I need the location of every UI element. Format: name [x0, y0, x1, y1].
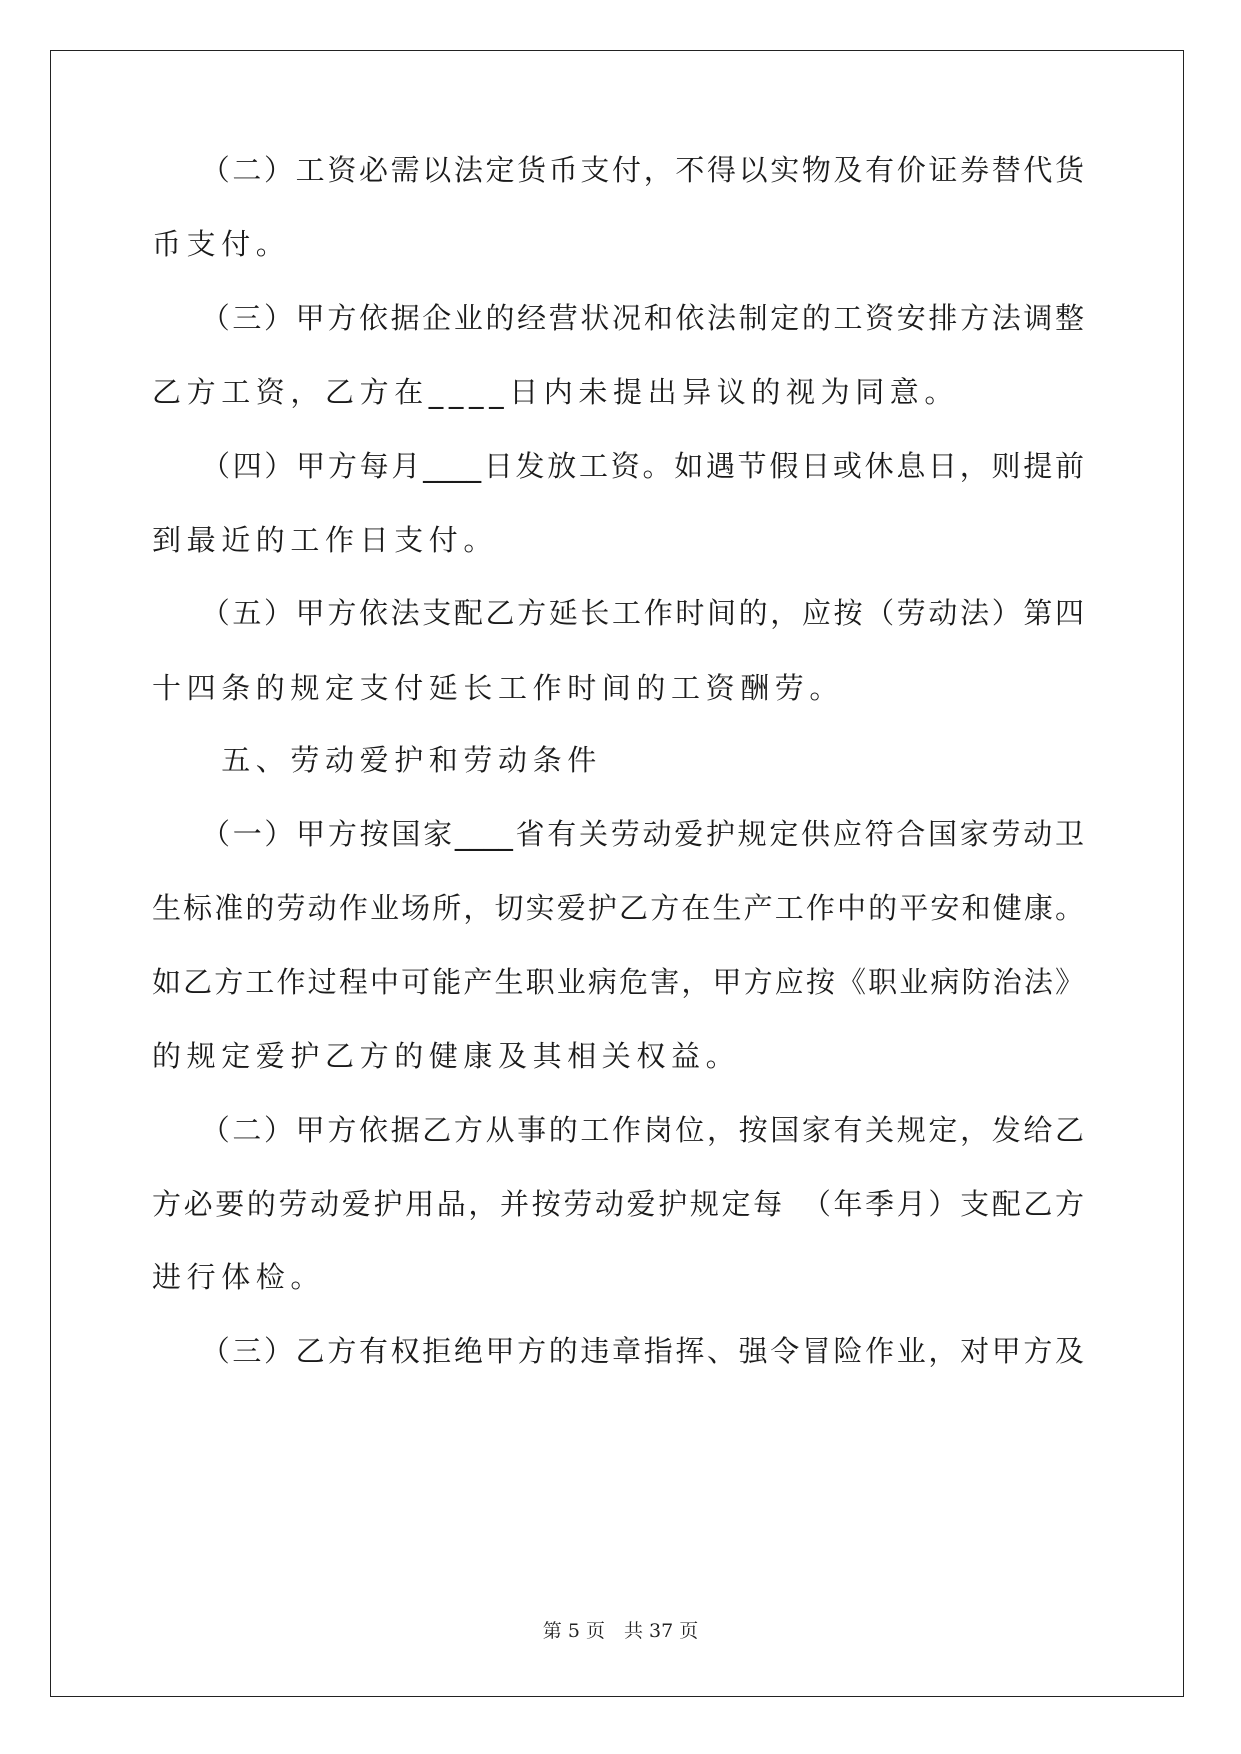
- text-line: 十四条的规定支付延长工作时间的工资酬劳。: [152, 671, 845, 705]
- text-line: （四）甲方每月____日发放工资。如遇节假日或休息日，则提前: [152, 449, 1084, 483]
- text-line: （二）工资必需以法定货币支付，不得以实物及有价证券替代货: [152, 153, 1084, 187]
- section-heading: 五、劳动爱护和劳动条件: [152, 743, 602, 777]
- text-line: 币支付。: [152, 227, 291, 261]
- text-line: 的规定爱护乙方的健康及其相关权益。: [152, 1039, 741, 1073]
- text-line: （二）甲方依据乙方从事的工作岗位，按国家有关规定，发给乙: [152, 1113, 1084, 1147]
- text-line: 乙方工资，乙方在____日内未提出异议的视为同意。: [152, 375, 960, 409]
- text-line: （五）甲方依法支配乙方延长工作时间的，应按（劳动法）第四: [152, 596, 1084, 630]
- text-line: （三）甲方依据企业的经营状况和依法制定的工资安排方法调整: [152, 301, 1084, 335]
- text-line: （三）乙方有权拒绝甲方的违章指挥、强令冒险作业，对甲方及: [152, 1334, 1084, 1368]
- text-line: 到最近的工作日支付。: [152, 523, 499, 557]
- page-number-footer: 第 5 页 共 37 页: [542, 1620, 699, 1642]
- text-line: 方必要的劳动爱护用品，并按劳动爱护规定每 （年季月）支配乙方: [152, 1187, 1084, 1221]
- text-line: （一）甲方按国家____省有关劳动爱护规定供应符合国家劳动卫: [152, 817, 1084, 851]
- text-line: 如乙方工作过程中可能产生职业病危害，甲方应按《职业病防治法》: [152, 965, 1084, 999]
- text-line: 进行体检。: [152, 1260, 326, 1294]
- text-line: 生标准的劳动作业场所，切实爱护乙方在生产工作中的平安和健康。: [152, 891, 1084, 925]
